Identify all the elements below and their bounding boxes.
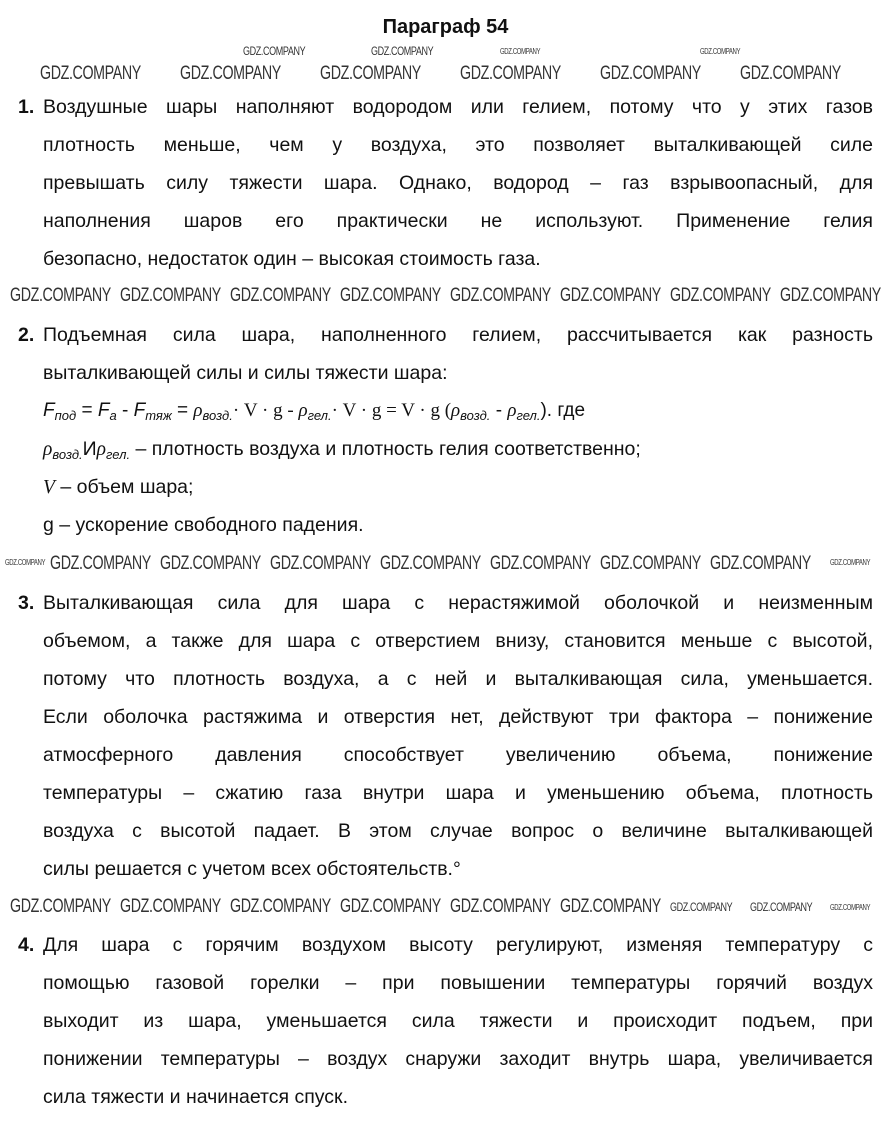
watermark: GDZ.COMPANY: [230, 896, 331, 917]
text-line: понижении температуры – воздух снаружи заходит внутрь шара, увеличивается: [43, 1048, 873, 1070]
formula-definition-g: g – ускорение свободного падения.: [43, 514, 364, 536]
watermark: GDZ.COMPANY: [50, 553, 151, 574]
watermark: GDZ.COMPANY: [120, 896, 221, 917]
watermark: GDZ.COMPANY: [600, 63, 701, 84]
text-line: наполнения шаров его практически не используют. Применение гелия: [43, 210, 873, 232]
watermark: GDZ.COMPANY: [243, 44, 306, 58]
watermark: GDZ.COMPANY: [40, 63, 141, 84]
lift-force-formula: $F_{под} = F_а - F_{тяж} = \rho_{возд.}\cdot V \cdot g - \rho_{гел.}\cdot V \cdot g = V \cdot g$ $(\rho_{возд.} - \rho_{гел.})$. где: [43, 400, 586, 423]
text-line: атмосферного давления способствует увеличению объема, понижение: [43, 744, 873, 766]
text-line: превышать силу тяжести шара. Однако, водород – газ взрывоопасный, для: [43, 172, 873, 194]
text-line: Воздушные шары наполняют водородом или гелием, потому что у этих газов: [43, 96, 873, 118]
watermark: GDZ.COMPANY: [5, 558, 46, 567]
text-line: Для шара с горячим воздухом высоту регулируют, изменяя температуру с: [43, 934, 873, 956]
paragraph-3: [18, 584, 873, 888]
formula-definition-rho: $\rho_{возд.}И\rho_{гел.}$ – плотность воздуха и плотность гелия соответственно;: [43, 438, 641, 462]
watermark: GDZ.COMPANY: [340, 285, 441, 306]
watermark: GDZ.COMPANY: [460, 63, 561, 84]
page-title: Параграф 54: [382, 16, 509, 38]
watermark: GDZ.COMPANY: [380, 553, 481, 574]
watermark: GDZ.COMPANY: [500, 47, 541, 56]
watermark: GDZ.COMPANY: [120, 285, 221, 306]
text-line: безопасно, недостаток один – высокая стоимость газа.: [43, 248, 541, 270]
watermark: GDZ.COMPANY: [320, 63, 421, 84]
text-line: потому что плотность воздуха, а с ней и выталкивающая сила, уменьшается.: [43, 668, 873, 690]
watermark: GDZ.COMPANY: [560, 896, 661, 917]
watermark: GDZ.COMPANY: [670, 285, 771, 306]
watermark: GDZ.COMPANY: [450, 896, 551, 917]
watermark: GDZ.COMPANY: [830, 558, 871, 567]
watermark: GDZ.COMPANY: [780, 285, 881, 306]
paragraph-number: 1.: [18, 96, 35, 118]
text-line: Если оболочка растяжима и отверстия нет, действуют три фактора – понижение: [43, 706, 873, 728]
text-line: температуры – сжатию газа внутри шара и уменьшению объема, плотность: [43, 782, 873, 804]
text-line: воздуха с высотой падает. В этом случае вопрос о величине выталкивающей: [43, 820, 873, 842]
text-line: Выталкивающая сила для шара с нерастяжимой оболочкой и неизменным: [43, 592, 873, 614]
text-line: выталкивающей силы и силы тяжести шара:: [43, 362, 448, 384]
watermark: GDZ.COMPANY: [710, 553, 811, 574]
watermark: GDZ.COMPANY: [450, 285, 551, 306]
watermark: GDZ.COMPANY: [490, 553, 591, 574]
text-line: плотность меньше, чем у воздуха, это позволяет выталкивающей силе: [43, 134, 873, 156]
watermark: GDZ.COMPANY: [750, 900, 813, 914]
text-line: помощью газовой горелки – при повышении температуры горячий воздух: [43, 972, 873, 994]
watermark: GDZ.COMPANY: [830, 903, 871, 912]
watermark: GDZ.COMPANY: [340, 896, 441, 917]
text-line: выходит из шара, уменьшается сила тяжести и происходит подъем, при: [43, 1010, 873, 1032]
watermark: GDZ.COMPANY: [740, 63, 841, 84]
paragraph-number: 2.: [18, 324, 35, 346]
paragraph-4: [18, 926, 873, 1116]
watermark: GDZ.COMPANY: [670, 900, 733, 914]
text-line: объемом, а также для шара с отверстием внизу, становится меньше с высотой,: [43, 630, 873, 652]
watermark: GDZ.COMPANY: [160, 553, 261, 574]
watermark: GDZ.COMPANY: [230, 285, 331, 306]
paragraph-number: 3.: [18, 592, 35, 614]
paragraph-2: [18, 316, 873, 544]
formula-definition-volume: V – объем шара;: [43, 476, 194, 498]
paragraph-1: [18, 88, 873, 278]
text-line: сила тяжести и начинается спуск.: [43, 1086, 348, 1108]
text-line: Подъемная сила шара, наполненного гелием, рассчитывается как разность: [43, 324, 873, 346]
paragraph-number: 4.: [18, 934, 35, 956]
watermark: GDZ.COMPANY: [180, 63, 281, 84]
watermark: GDZ.COMPANY: [700, 47, 741, 56]
watermark: GDZ.COMPANY: [10, 896, 111, 917]
watermark: GDZ.COMPANY: [10, 285, 111, 306]
watermark: GDZ.COMPANY: [560, 285, 661, 306]
text-line: силы решается с учетом всех обстоятельств.°: [43, 858, 461, 880]
watermark: GDZ.COMPANY: [600, 553, 701, 574]
watermark: GDZ.COMPANY: [371, 44, 434, 58]
watermark: GDZ.COMPANY: [270, 553, 371, 574]
